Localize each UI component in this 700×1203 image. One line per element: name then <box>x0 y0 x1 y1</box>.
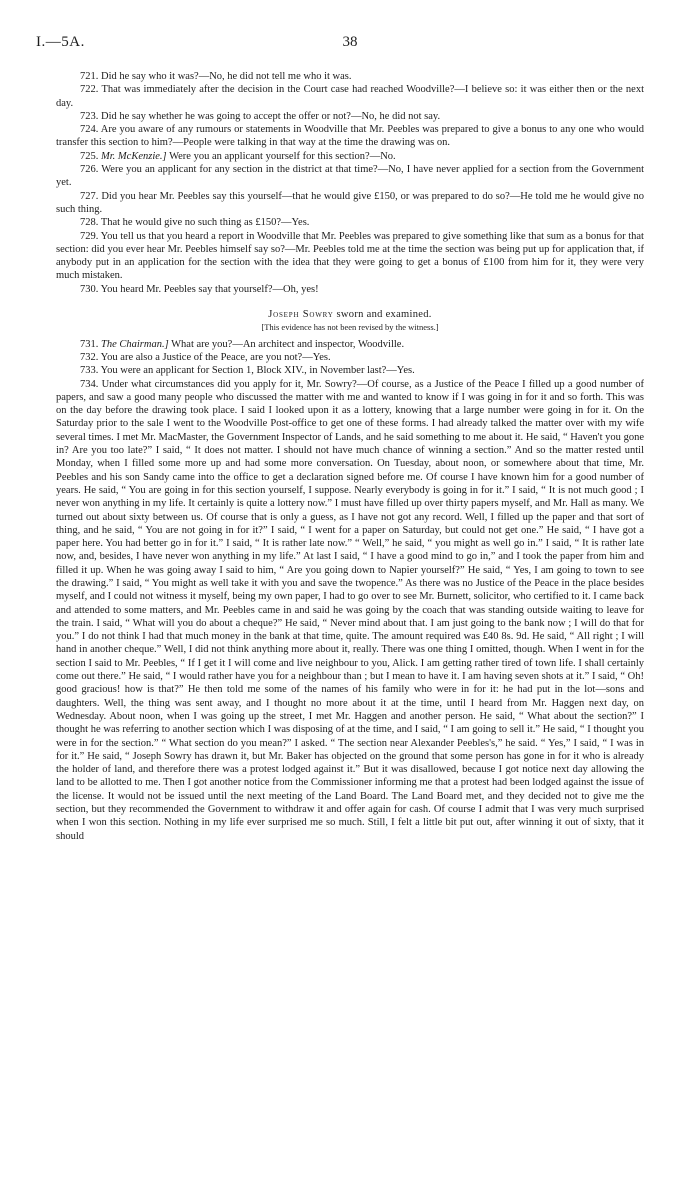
question-text: Did you hear Mr. Peebles say this yourself—that he would give £150, or was prepared to do so?—He told me he would give no such thing. <box>56 190 645 215</box>
question-paragraph <box>56 378 644 843</box>
question-paragraph <box>56 283 644 296</box>
question-text: You tell us that you heard a report in Woodville that Mr. Peebles was prepared to give something like that sum as a bonus for that section: did you ever hear Mr. Peebles himself say so?—Mr. Peebles told me at the time the section was being put up for application that, if anybody put in an application for the section with the idea that they were going to get a bonus of £100 from him for it, they were very much mistaken. <box>56 230 644 282</box>
question-number: 728. <box>80 217 99 229</box>
witness-status: sworn and examined. <box>336 309 432 321</box>
question-number: 724. <box>80 124 99 136</box>
question-text: Did he say who it was?—No, he did not tell me who it was. <box>101 71 352 82</box>
question-text: That was immediately after the decision in the Court case had reached Woodville?—I believe so: it was either then or the next day. <box>56 84 645 109</box>
question-paragraph <box>56 110 644 123</box>
question-number: 731. <box>80 338 99 350</box>
question-text: You are also a Justice of the Peace, are you not?—Yes. <box>100 351 331 363</box>
document-reference: I.—5A. <box>36 34 85 50</box>
question-paragraph <box>56 216 644 229</box>
question-paragraph <box>56 70 644 83</box>
question-paragraph <box>56 190 644 217</box>
question-number: 726. <box>80 164 99 176</box>
question-number: 721. <box>80 71 99 82</box>
question-number: 722. <box>80 84 99 96</box>
page-body <box>56 70 644 843</box>
question-number: 727. <box>80 190 99 202</box>
question-number: 733. <box>80 365 99 377</box>
question-text: Were you an applicant for any section in the district at that time?—No, I have never applied for a section from the Government yet. <box>56 164 645 189</box>
evidence-section-2 <box>56 338 644 843</box>
question-text: You were an applicant for Section 1, Block XIV., in November last?—Yes. <box>100 365 415 377</box>
question-number: 734. <box>80 378 99 390</box>
question-paragraph <box>56 163 644 190</box>
evidence-section-1 <box>56 70 644 296</box>
question-text: You heard Mr. Peebles say that yourself?—Oh, yes! <box>100 283 319 295</box>
question-paragraph <box>56 364 644 377</box>
question-text: That he would give no such thing as £150?—Yes. <box>100 217 310 229</box>
question-number: 732. <box>80 351 99 363</box>
question-text: Under what circumstances did you apply for it, Mr. Sowry?—Of course, as a Justice of the Peace I filled up a good number of papers, and saw a good many people who discussed the matter with me and wanted to know if I was going in for it and so forth. This was on the day before the drawing took place. I said I looked upon it as a lottery, knowing that a large number were going in for it. On the Saturday prior to the sale I went to the Woodville Post-office to get one of these forms. I had already talked the matter over with my wife several times. I met Mr. MacMaster, the Government Inspector of Lands, and he said something to me about it. He said, “ Haven't you gone in? Are you too late?” I said, “ It does not matter. I should not have much chance of winning a section.” And so the matter rested until Monday, when I filled some more up and had some more conversation. On Tuesday, about noon, or somewhere about that time, Mr. Peebles and his son Sandy came into the office to get a declaration signed before me. Of course I have known him for a good number of years. He said, “ You are going in for this section yourself, I suppose. Nearly everybody is going in for it.” I said, “ It is not much good ; I never won anything in my life. It certainly is quite a lottery now.” I must have filled up over thirty papers myself, and Mr. Hall as many. We turned out about sixty between us. Of course that is only a guess, as I have not got any record. Well, I filled up the paper and that sort of thing, and he said, “ You are not going in for it?” I said, “ I went for a paper on Saturday, but could not get one.” He said, “ I have got a paper here. You had better go in for it.” I said, “ It is rather late now.” “ Well,” he said, “ you might as well go in.” I said, “ It is rather late now, and, besides, I have never won anything in my life.” At last I said, “ I have a good mind to go in,” and I took the paper from him and filled it up. When he was going away I said to him, “ Are you going down to Napier yourself?” He said, “ Yes, I am going to town to see the drawing.” I said, “ You might as well take it with you and save the twopence.” As there was no Justice of the Peace in the place besides myself, and I could not witness it myself, being my own paper, I had to go over to see Mr. Burnett, solicitor, who certified to it. I came back and attended to some matters, and Mr. Peebles came in and said he was going by the coach that was standing outside waiting to leave for the train. I said, “ What will you do about a cheque?” He said, “ Never mind about that. I am just going to the bank now ; I will do that for you.” I do not think I had that much money in the bank at that time, quite. The amount required was £40 8s. 9d. He said, “ All right ; I will hand in another cheque.” Well, I did not think anything more about it, really. There was one thing I omitted, though. When I went in for the section I said to Mr. Peebles, “ If I get it I will come and live neighbour to you, Alick. I am getting rather tired of town life. I shall certainly come out there.” He said, “ I would rather have you for a neighbour than ; but I mean to have it. I am having seven shots at it.” I said, “ Oh! good gracious! how is that?” He then told me some of the names of his family who were in for it: he had put in the lot—sons and daughters. Well, the thing was sent away, and I thought no more about it at the time, until I heard from Mr. Haggen next day, on Wednesday. About noon, when I was going up the street, I met Mr. Haggen and another person. He said, “ What about the section?” I thought he was referring to another section which I was disposing of at the time, and I said, “ I am going to sell it.” He said, “ I thought you were in for the section.” “ What section do you mean?” I asked. “ The section near Alexander Peebles's,” he said. “ Yes,” I said, “ I was in for it.” He said, “ Joseph Sowry has drawn it, but Mr. Baker has objected on the ground that some person has gone in for it who is already the holder of land, and therefore there was a protest lodged against it.” But it was disallowed, because I got notice next day allowing the land to be allotted to me. Then I got another notice from the Commissioner informing me that a protest had been lodged against the issue of the license. It would not be issued until the next meeting of the Land Board. The Land Board met, and they decided not to give me the section, but they recommended the Government to withdraw it and offer again for cash. Of course I admit that I was very much surprised when I won this section. Nothing in my life ever surprised me so much. Still, I felt a little bit put out, after winning it out of sixty, that it should <box>56 378 645 842</box>
speaker-name: Mr. McKenzie.] <box>101 150 167 162</box>
question-paragraph <box>56 230 644 283</box>
question-paragraph <box>56 351 644 364</box>
question-text: What are you?—An architect and inspector, Woodville. <box>171 338 405 350</box>
witness-name: Joseph Sowry <box>268 309 334 321</box>
question-text: Did he say whether he was going to accept the offer or not?—No, he did not say. <box>101 110 441 122</box>
question-number: 725. <box>80 150 99 162</box>
speaker-name: The Chairman.] <box>101 338 169 350</box>
question-number: 723. <box>80 110 99 122</box>
question-paragraph <box>56 150 644 163</box>
page-number: 38 <box>342 34 358 50</box>
question-paragraph <box>56 338 644 351</box>
question-number: 729. <box>80 230 99 242</box>
question-number: 730. <box>80 283 99 295</box>
question-text: Are you aware of any rumours or statements in Woodville that Mr. Peebles was prepared to give a bonus to any one who would transfer this section to him?—People were talking in that way at the time the drawing was on. <box>56 124 645 149</box>
question-text: Were you an applicant yourself for this section?—No. <box>169 150 396 162</box>
revision-note: [This evidence has not been revised by the witness.] <box>261 322 439 333</box>
question-paragraph <box>56 123 644 150</box>
witness-heading <box>56 308 644 321</box>
page-header <box>36 34 664 54</box>
question-paragraph <box>56 83 644 110</box>
